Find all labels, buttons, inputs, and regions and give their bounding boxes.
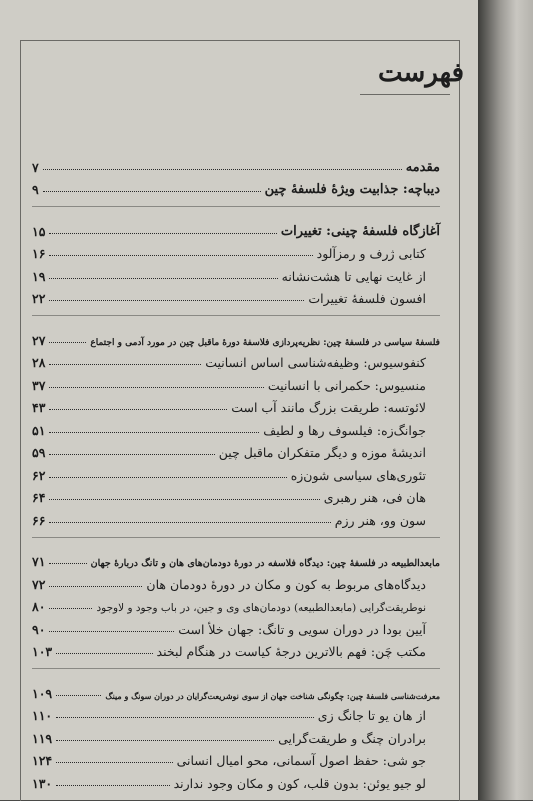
toc-entry-title: از هان یو تا جانگ زی: [317, 708, 426, 723]
toc-section-row[interactable]: [32, 438, 440, 461]
table-of-contents: [32, 152, 440, 791]
toc-entry-title: نوطریقت‌گرایی (مابعدالطبیعه) دودمان‌های وی و جین، در باب وجود و لاوجود: [96, 602, 426, 614]
toc-entry-title: افسون فلسفۀ تغییرات: [308, 291, 426, 306]
toc-chapter-row[interactable]: [32, 175, 440, 198]
toc-page-number: ۳۷: [32, 377, 46, 393]
toc-entry-title: لو جیو یوئن: بدون قلب، کون و مکان وجود ندارند: [173, 775, 426, 791]
toc-page-number: ۴۳: [32, 400, 46, 415]
dot-leader: [49, 278, 277, 279]
toc-section-row[interactable]: [32, 261, 440, 284]
dot-leader: [49, 387, 263, 388]
toc-section-row[interactable]: [32, 505, 440, 528]
toc-entry-title: کنفوسیوس: وظیفه‌شناسی اساس انسانیت: [205, 355, 426, 370]
dot-leader: [49, 454, 214, 455]
toc-page-number: ۹۰: [32, 621, 46, 637]
facing-page-edge: [478, 0, 533, 800]
dot-leader: [49, 409, 227, 410]
title-underline: [360, 94, 450, 95]
section-divider: [32, 315, 440, 316]
dot-leader: [49, 364, 201, 365]
toc-section-row[interactable]: [32, 415, 440, 438]
toc-page-number: ۱۰۹: [32, 685, 53, 701]
toc-entry-title: جو شی: حفظ اصول آسمانی، محو امیال انسانی: [176, 753, 426, 768]
dot-leader: [49, 477, 286, 478]
toc-page-number: ۲۲: [32, 291, 46, 306]
toc-entry-title: دیدگاه‌های مربوط به کون و مکان در دورۀ دودمان هان: [146, 576, 426, 592]
toc-chapter-row[interactable]: [32, 152, 440, 175]
toc-entry-title: برادران چنگ و طریقت‌گرایی: [278, 730, 426, 746]
toc-page-number: ۷۱: [32, 554, 46, 569]
toc-entry-title: تئوری‌های سیاسی شون‌زه: [290, 467, 426, 483]
section-divider: [32, 668, 440, 669]
toc-section-row[interactable]: [32, 592, 440, 615]
dot-leader: [49, 586, 142, 587]
toc-entry-title: جوانگ‌زه: فیلسوف رها و لطیف: [263, 422, 426, 438]
page-title: فهرست: [378, 58, 465, 88]
toc-section-row[interactable]: [32, 348, 440, 371]
toc-entry-title: هان فی، هنر رهبری: [323, 490, 426, 505]
dot-leader: [49, 255, 312, 256]
toc-page-number: ۶۲: [32, 467, 46, 483]
toc-chapter-row[interactable]: [32, 325, 440, 348]
toc-entry-title: کتابی ژرف و رمزآلود: [316, 246, 426, 261]
toc-page-number: ۵۱: [32, 422, 46, 438]
toc-section-row[interactable]: [32, 746, 440, 769]
dot-leader: [56, 717, 314, 718]
dot-leader: [49, 563, 86, 564]
dot-leader: [49, 432, 259, 433]
dot-leader: [56, 762, 172, 763]
toc-entry-title: فلسفۀ سیاسی در فلسفۀ چین: نظریه‌پردازی فلاسفۀ دورۀ ماقبل چین در مورد آدمی و اجتماع: [90, 337, 440, 348]
toc-page-number: ۲۸: [32, 355, 46, 370]
toc-entry-title: لائوتسه: طریقت بزرگ مانند آب است: [231, 400, 426, 415]
toc-page-number: ۷: [32, 159, 39, 175]
toc-section-row[interactable]: [32, 701, 440, 724]
dot-leader: [49, 342, 86, 343]
section-divider: [32, 537, 440, 538]
toc-entry-title: از غایت نهایی تا هشت‌نشانه: [281, 268, 426, 284]
toc-entry-title: مقدمه: [405, 159, 440, 175]
toc-entry-title: مابعدالطبیعه در فلسفۀ چین: دیدگاه فلاسفه در دورۀ دودمان‌های هان و تانگ دربارۀ جهان: [90, 558, 440, 569]
dot-leader: [56, 695, 101, 696]
toc-page-number: ۱۳۰: [32, 775, 53, 791]
toc-page-number: ۶۶: [32, 512, 46, 528]
toc-page-number: ۱۲۴: [32, 753, 53, 768]
dot-leader: [56, 653, 152, 654]
dot-leader: [56, 740, 274, 741]
dot-leader: [49, 233, 276, 234]
toc-page-number: ۲۷: [32, 332, 46, 348]
dot-leader: [49, 499, 319, 500]
toc-page-number: ۵۹: [32, 445, 46, 460]
toc-section-row[interactable]: [32, 284, 440, 307]
dot-leader: [49, 300, 304, 301]
toc-page-number: ۱۵: [32, 223, 46, 239]
toc-section-row[interactable]: [32, 483, 440, 506]
toc-entry-title: آغازگاه فلسفۀ چینی: تغییرات: [280, 223, 440, 239]
dot-leader: [49, 631, 174, 632]
toc-page-number: ۶۴: [32, 490, 46, 505]
toc-section-row[interactable]: [32, 239, 440, 262]
toc-section-row[interactable]: [32, 614, 440, 637]
toc-section-row[interactable]: [32, 460, 440, 483]
toc-entry-title: معرفت‌شناسی فلسفۀ چین: چگونگی شناخت جهان از سوی نوشریعت‌گرایان در دوران سونگ و مینگ: [105, 690, 440, 701]
dot-leader: [43, 169, 402, 170]
toc-chapter-row[interactable]: [32, 216, 440, 239]
dot-leader: [49, 608, 92, 609]
toc-chapter-row[interactable]: [32, 547, 440, 570]
toc-entry-title: آیین بودا در دوران سویی و تانگ: جهان خلأ است: [178, 621, 426, 637]
toc-section-row[interactable]: [32, 569, 440, 592]
toc-entry-title: مکتب چَن: فهم بالاترین درجۀ کیاست در هنگام لبخند: [156, 644, 426, 659]
toc-section-row[interactable]: [32, 723, 440, 746]
toc-page-number: ۱۱۹: [32, 730, 53, 746]
toc-entry-title: اندیشۀ موزه و دیگر متفکران ماقبل چین: [218, 445, 426, 460]
section-divider: [32, 206, 440, 207]
toc-page-number: ۹: [32, 182, 39, 197]
toc-section-row[interactable]: [32, 393, 440, 416]
toc-section-row[interactable]: [32, 768, 440, 791]
toc-chapter-row[interactable]: [32, 678, 440, 701]
toc-page-number: ۱۱۰: [32, 708, 53, 723]
dot-leader: [56, 785, 169, 786]
toc-section-row[interactable]: [32, 370, 440, 393]
toc-page-number: ۱۶: [32, 246, 46, 261]
dot-leader: [43, 191, 261, 192]
toc-entry-title: منسیوس: حکمرانی با انسانیت: [267, 377, 426, 393]
toc-entry-title: سون وو، هنر رزم: [334, 512, 426, 528]
toc-page-number: ۸۰: [32, 599, 46, 614]
toc-page-number: ۱۹: [32, 268, 46, 284]
toc-page-number: ۷۲: [32, 576, 46, 592]
dot-leader: [49, 522, 330, 523]
toc-section-row[interactable]: [32, 637, 440, 660]
toc-entry-title: دیباچه: جذابیت ویژۀ فلسفۀ چین: [264, 182, 440, 197]
toc-page-number: ۱۰۳: [32, 644, 53, 659]
